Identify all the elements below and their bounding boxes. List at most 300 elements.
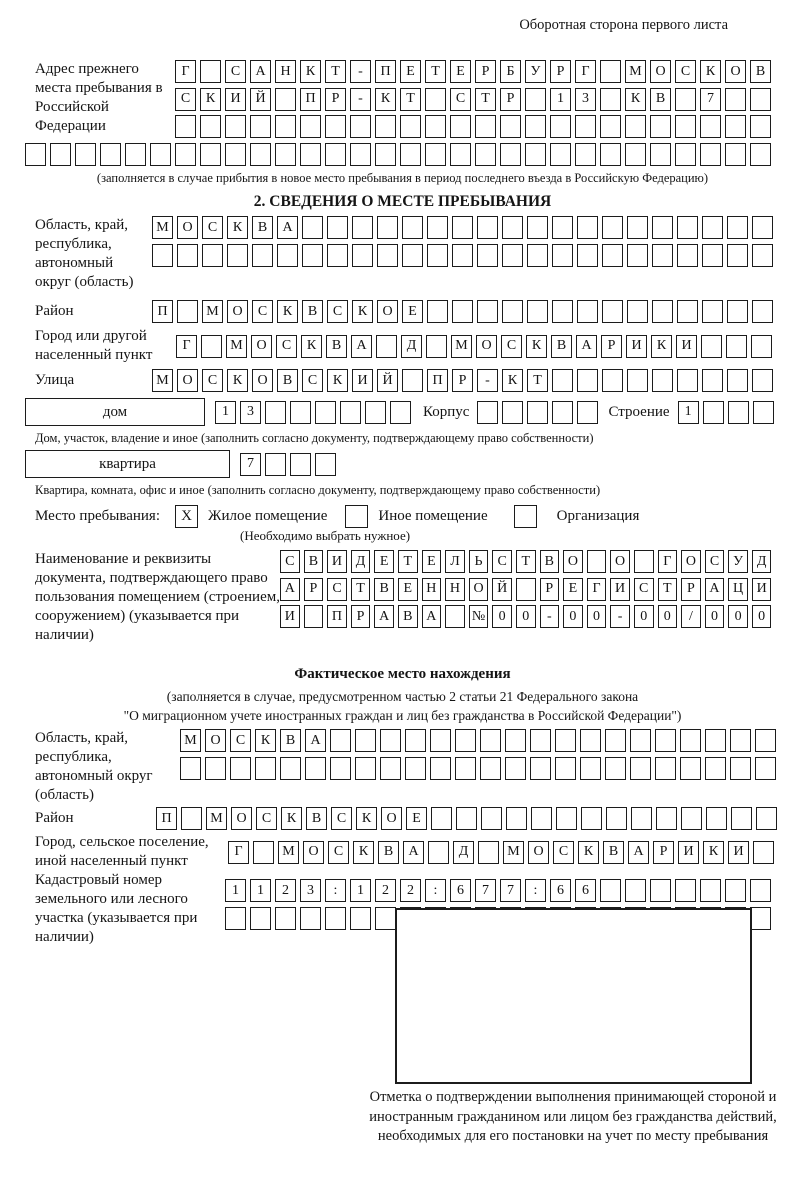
prev-address-row-3 [175,115,771,138]
char-box: Г [575,60,596,83]
char-box: О [205,729,226,752]
char-box: А [305,729,326,752]
section2-title: 2. СВЕДЕНИЯ О МЕСТЕ ПРЕБЫВАНИЯ [253,193,552,210]
fact-caption-1: (заполняется в случае, предусмотренном частью 2 статьи 21 Федерального закона [166,689,639,704]
char-box: В [378,841,399,864]
char-box [205,757,226,780]
char-box [728,401,749,424]
char-box: Р [351,605,371,628]
char-box [325,115,346,138]
char-box [304,605,324,628]
char-box: С [202,216,223,239]
char-box [725,879,746,902]
char-box [577,401,598,424]
char-box [516,578,536,601]
char-box: Т [325,60,346,83]
char-box [681,807,702,830]
char-box [627,300,648,323]
char-box: М [503,841,524,864]
char-box: Т [425,60,446,83]
char-box [376,335,397,358]
char-box [726,335,747,358]
char-box [752,300,773,323]
char-box: С [252,300,273,323]
char-box [327,216,348,239]
char-box [380,729,401,752]
char-box [677,369,698,392]
char-box [555,729,576,752]
stay-type-note: (Необходимо выбрать нужное) [240,528,411,543]
char-box: - [350,60,371,83]
char-box [750,88,771,111]
char-box [677,244,698,267]
char-box [315,401,336,424]
house-caption: Дом, участок, владение и иное (заполнить согласно документу, подтверждающему право собственности) [35,431,594,445]
apartment-caption: Квартира, комната, офис и иное (заполнить согласно документу, подтверждающему право собственности) [35,483,601,497]
char-box [375,115,396,138]
char-box [727,369,748,392]
char-box: Г [228,841,249,864]
char-box [302,244,323,267]
char-box: К [301,335,322,358]
char-box [552,369,573,392]
char-box [677,300,698,323]
char-box: 3 [300,879,321,902]
char-box: С [501,335,522,358]
char-box [200,143,221,166]
char-box [355,729,376,752]
char-box [575,115,596,138]
char-box [250,907,271,930]
char-box: К [300,60,321,83]
other-premises-label: Иное помещение [378,508,488,524]
char-box: - [350,88,371,111]
char-box: Р [653,841,674,864]
char-box [275,88,296,111]
char-box: Р [325,88,346,111]
char-box [290,453,311,476]
checkbox-other-premises [345,505,368,528]
prev-address-row-2 [175,88,771,111]
char-box: 6 [550,879,571,902]
char-box [475,143,496,166]
char-box [602,216,623,239]
char-box [750,143,771,166]
char-box: 0 [658,605,678,628]
char-box [377,244,398,267]
char-box [50,143,71,166]
char-box [428,841,449,864]
char-box: Б [500,60,521,83]
char-box: П [300,88,321,111]
char-box [750,907,771,930]
char-box: 3 [575,88,596,111]
char-box [702,369,723,392]
char-box [452,216,473,239]
fact-district-block [25,807,780,830]
char-box: И [676,335,697,358]
char-box: В [280,729,301,752]
char-box [502,216,523,239]
s2-city-label: Город или другой населенный пункт [35,328,153,363]
char-box: С [553,841,574,864]
char-box: М [226,335,247,358]
char-box [300,907,321,930]
char-box [725,143,746,166]
char-box: М [152,216,173,239]
char-box [577,216,598,239]
char-box [340,401,361,424]
char-box: Е [402,300,423,323]
char-box: В [302,300,323,323]
char-box [505,729,526,752]
char-box: В [326,335,347,358]
char-box: О [227,300,248,323]
char-box: С [327,578,347,601]
char-box: О [476,335,497,358]
char-box: Т [475,88,496,111]
char-box: П [427,369,448,392]
char-box [700,143,721,166]
char-box [700,115,721,138]
char-box [755,757,776,780]
char-box: Е [406,807,427,830]
char-box [552,244,573,267]
fact-region-label: Область, край, республика, автономный округ (область) [35,730,153,803]
char-box [100,143,121,166]
char-box [350,143,371,166]
char-box [634,550,654,573]
char-box: 0 [752,605,772,628]
document-label: Наименование и реквизиты документа, подтверждающего право пользования помещением (строением, сооружением) (указывается при наличии) [35,551,280,643]
char-box [452,300,473,323]
char-box: О [303,841,324,864]
char-box: С [256,807,277,830]
char-box: В [306,807,327,830]
char-box [575,143,596,166]
char-box: М [451,335,472,358]
char-box [705,757,726,780]
char-box [750,115,771,138]
char-box: М [278,841,299,864]
char-box [275,115,296,138]
confirmation-stamp-box [395,908,752,1084]
char-box [500,115,521,138]
char-box [630,729,651,752]
char-box: О [469,578,489,601]
char-box [350,907,371,930]
char-box [625,115,646,138]
char-box: Т [516,550,536,573]
char-box [502,401,523,424]
char-box: К [700,60,721,83]
char-box: К [227,216,248,239]
char-box: У [728,550,748,573]
char-box: 1 [225,879,246,902]
char-box [701,335,722,358]
char-box [250,115,271,138]
s2-region-row-2 [152,244,773,267]
char-box: С [202,369,223,392]
char-box: А [705,578,725,601]
char-box: А [628,841,649,864]
char-box [703,401,724,424]
char-box [702,216,723,239]
prev-address-label: Адрес прежнего места пребывания в Российской Федерации [35,61,163,134]
char-box [677,216,698,239]
char-box: К [227,369,248,392]
char-box: К [255,729,276,752]
char-box: Г [587,578,607,601]
char-box [375,143,396,166]
s2-region-label: Область, край, республика, автономный округ (область) [35,217,134,290]
prev-address-row-1 [175,60,771,83]
char-box: Д [351,550,371,573]
char-box: М [152,369,173,392]
char-box: Н [275,60,296,83]
char-box: Й [492,578,512,601]
s2-district-row [152,300,773,323]
fact-region-block [25,729,780,805]
char-box: М [625,60,646,83]
char-box [602,244,623,267]
char-box: П [156,807,177,830]
char-box [365,401,386,424]
char-box [330,757,351,780]
char-box: 1 [350,879,371,902]
char-box [450,115,471,138]
char-box [525,143,546,166]
char-box: Е [400,60,421,83]
stay-type-label: Место пребывания: [35,508,160,524]
char-box: О [377,300,398,323]
char-box: Р [500,88,521,111]
char-box [750,879,771,902]
char-box [177,300,198,323]
char-box [500,143,521,166]
char-box [250,143,271,166]
char-box: Д [401,335,422,358]
char-box [430,729,451,752]
char-box: О [177,369,198,392]
char-box: Г [176,335,197,358]
char-box [552,401,573,424]
char-box: В [650,88,671,111]
s2-city-block [25,327,780,365]
char-box [580,729,601,752]
char-box: И [352,369,373,392]
char-box: 0 [587,605,607,628]
cadastral-label: Кадастровый номер земельного или лесного участка (указывается при наличии) [35,872,198,945]
char-box [180,757,201,780]
residential-label: Жилое помещение [208,508,328,524]
char-box [627,369,648,392]
char-box: К [200,88,221,111]
char-box: В [551,335,572,358]
char-box: Р [475,60,496,83]
char-box [652,300,673,323]
char-box: Р [304,578,324,601]
char-box [330,729,351,752]
char-box: : [425,879,446,902]
char-box [752,244,773,267]
char-box [290,401,311,424]
char-box [25,143,46,166]
char-box: 7 [500,879,521,902]
char-box [730,729,751,752]
char-box [600,88,621,111]
char-box [502,300,523,323]
char-box: А [403,841,424,864]
char-box [752,369,773,392]
char-box: О [725,60,746,83]
char-box [478,841,499,864]
char-box [652,216,673,239]
char-box: Р [681,578,701,601]
char-box: О [251,335,272,358]
char-box: : [325,879,346,902]
char-box: О [231,807,252,830]
char-box [255,757,276,780]
char-box [506,807,527,830]
char-box [527,300,548,323]
char-box: И [610,578,630,601]
char-box [477,244,498,267]
fact-title: Фактическое место нахождения [294,666,511,682]
char-box [405,757,426,780]
char-box [225,907,246,930]
char-box [402,244,423,267]
char-box [627,216,648,239]
char-box: И [280,605,300,628]
char-box [427,216,448,239]
document-rows [280,550,771,633]
char-box: 2 [400,879,421,902]
char-box [480,729,501,752]
char-box [627,244,648,267]
char-box [650,879,671,902]
stay-type-row [25,505,780,528]
char-box [552,300,573,323]
char-box: Ь [469,550,489,573]
char-box [75,143,96,166]
char-box: И [225,88,246,111]
char-box: Й [250,88,271,111]
char-box [252,244,273,267]
char-box: О [528,841,549,864]
char-box: О [610,550,630,573]
fact-region-row-1 [180,729,776,752]
char-box [315,453,336,476]
char-box [425,115,446,138]
char-box: С [492,550,512,573]
char-box: К [277,300,298,323]
char-box [177,244,198,267]
char-box: Т [527,369,548,392]
char-box: № [469,605,489,628]
char-box: С [302,369,323,392]
prev-address-rows [175,60,771,143]
char-box [552,216,573,239]
char-box [265,401,286,424]
char-box [587,550,607,573]
stroenie-boxes [678,401,774,424]
char-box: 0 [728,605,748,628]
char-box [175,143,196,166]
char-box [605,729,626,752]
s2-district-label: Район [35,303,74,319]
char-box: Г [658,550,678,573]
char-box: С [175,88,196,111]
char-box: М [202,300,223,323]
char-box: С [450,88,471,111]
char-box: С [634,578,654,601]
char-box [650,115,671,138]
char-box: Р [550,60,571,83]
char-box: К [526,335,547,358]
char-box: 0 [516,605,536,628]
char-box [602,300,623,323]
char-box: И [728,841,749,864]
organization-label: Организация [556,508,640,524]
prev-address-caption: (заполняется в случае прибытия в новое место пребывания в период последнего въезда в Российскую Федерацию) [96,171,709,185]
char-box [631,807,652,830]
char-box: Й [377,369,398,392]
char-box [125,143,146,166]
char-box [230,757,251,780]
document-row-1 [280,550,771,573]
char-box: Р [540,578,560,601]
char-box: П [327,605,347,628]
char-box [652,244,673,267]
char-box [380,757,401,780]
char-box [175,115,196,138]
char-box [253,841,274,864]
char-box [150,143,171,166]
checkbox-residential: X [175,505,198,528]
char-box: В [540,550,560,573]
char-box [227,244,248,267]
char-box [527,244,548,267]
char-box [377,216,398,239]
house-number-boxes [215,401,411,424]
fact-city-row [228,841,774,864]
char-box [730,757,751,780]
stamp-caption: Отметка о подтверждении выполнения принимающей стороной и иностранным гражданином или лицом без гражданства действий, необходимых для его постановки на учет по месту пребывания [369,1089,777,1144]
char-box: Г [175,60,196,83]
char-box: А [250,60,271,83]
char-box [675,879,696,902]
char-box: К [375,88,396,111]
char-box: К [356,807,377,830]
char-box [652,369,673,392]
char-box [600,143,621,166]
char-box [650,143,671,166]
char-box: 0 [634,605,654,628]
char-box [225,115,246,138]
char-box [402,216,423,239]
char-box [725,115,746,138]
prev-address-block [25,60,780,143]
char-box [302,216,323,239]
char-box: Е [398,578,418,601]
char-box [277,244,298,267]
char-box: Т [398,550,418,573]
char-box [352,216,373,239]
char-box: Д [752,550,772,573]
page-side-note: Оборотная сторона первого листа [519,17,728,33]
s2-city-row [176,335,772,358]
